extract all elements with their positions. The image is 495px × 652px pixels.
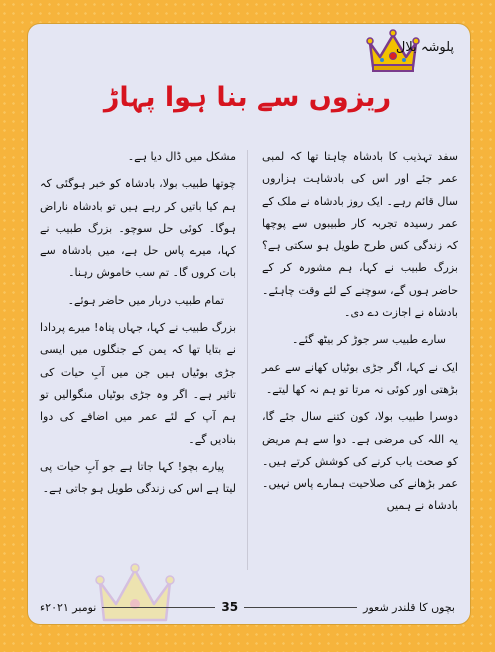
- issue-date: نومبر ۲۰۲۱ء: [39, 600, 97, 614]
- page-footer: [40, 598, 455, 616]
- page-number: 35: [221, 600, 239, 614]
- paragraph: تمام طبیب دربار میں حاضر ہوئے۔: [67, 293, 224, 307]
- paragraph: دوسرا طبیب بولا، کون کتنے سال جئے گا، یہ اللہ کی مرضی ہے۔ دوا سے ہم مریض کو صحت یاب کرنے کی کوشش کرتے ہیں۔ عمر بڑھانے کی صلاحیت ہمارے پاس نہیں۔ بادشاہ نے ہمیں: [262, 410, 458, 513]
- magazine-name: بچوں کا قلندر شعور: [363, 600, 455, 614]
- author-name: پلوشہ بلال: [395, 40, 454, 55]
- footer-rule: [244, 607, 357, 608]
- paragraph: بزرگ طبیب نے کہا، جہاں پناہ! میرے پردادا نے بتایا تھا کہ یمن کے جنگلوں میں ایسی جڑی بوٹیاں ہیں جن میں آبِ حیات کی تاثیر ہے۔ اگر وہ جڑی بوٹیاں منگوالیں تو ہم آپ کے لئے عمر میں اضافے کی دوا بنادیں گے۔: [40, 321, 236, 446]
- paragraph: سارے طبیب سر جوڑ کر بیٹھ گئے۔: [292, 333, 446, 347]
- footer-rule: [102, 607, 215, 608]
- paragraph: چوتھا طبیب بولا، بادشاہ کو خبر ہوگئی کہ ہم کیا باتیں کر رہے ہیں تو بادشاہ ناراض ہوگا۔ کوئی حل سوچو۔ بزرگ طبیب نے کہا، میرے پاس حل ہے، میں بادشاہ سے بات کروں گا۔ تم سب خاموش رہنا۔: [40, 177, 236, 280]
- column-divider: [247, 150, 248, 570]
- paragraph: سفد تہذیب کا بادشاہ چاہتا تھا کہ لمبی عمر جئے اور اس کی بادشاہت ہزاروں سال قائم رہے۔ ایک روز بادشاہ نے ملک کے عمر رسیدہ تجربہ کار طبیبوں سے پوچھا کہ زندگی کس طرح طویل ہو سکتی ہے؟ بزرگ طبیب نے کہا، ہم مشورہ کر کے حاضر ہوں گے، سوچنے کے لئے وقت چاہئے۔ بادشاہ نے اجازت دے دی۔: [262, 150, 458, 320]
- text-column-right: [262, 146, 458, 523]
- article-title: ریزوں سے بنا ہوا پہاڑ: [103, 82, 392, 113]
- text-column-left: [40, 146, 236, 505]
- paragraph: ایک نے کہا، اگر جڑی بوٹیاں کھانے سے عمر بڑھتی اور کوئی نہ مرتا تو ہم نہ کھا لیتے۔: [262, 360, 458, 396]
- crown-icon: [92, 560, 178, 630]
- paragraph: پیارے بچو! کہا جاتا ہے جو آبِ حیات پی لیتا ہے اس کی زندگی طویل ہو جاتی ہے۔: [40, 459, 236, 496]
- paragraph: مشکل میں ڈال دیا ہے۔: [127, 150, 236, 163]
